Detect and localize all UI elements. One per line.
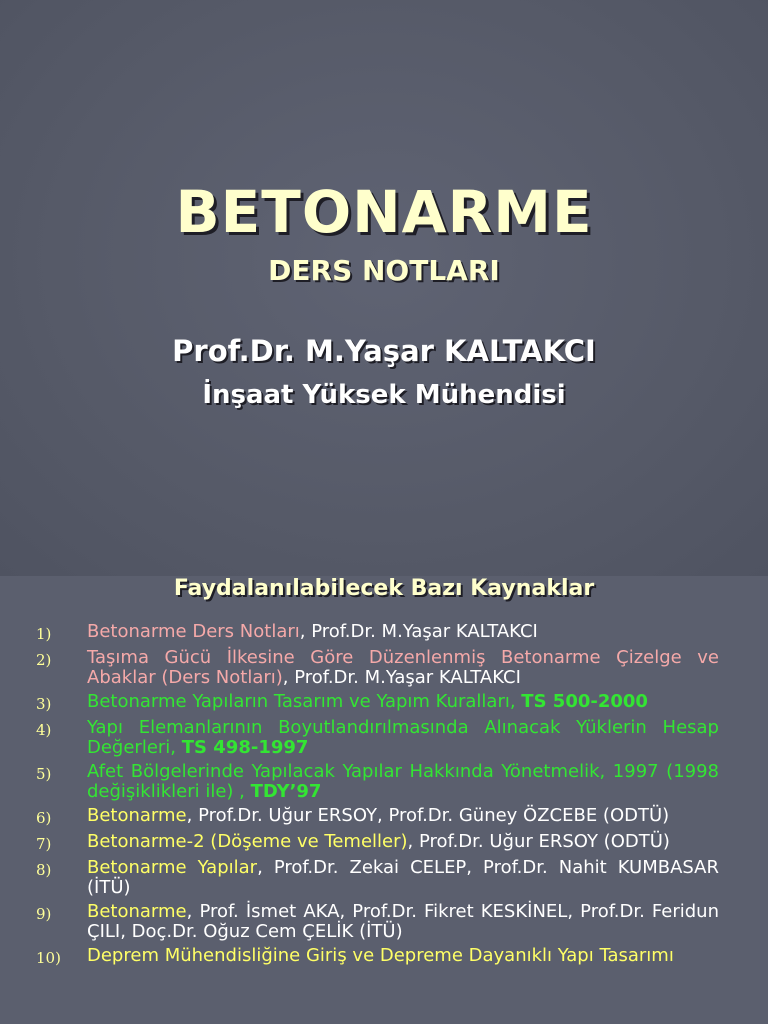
reference-item xyxy=(0,648,768,688)
references-heading: Faydalanılabilecek Bazı Kaynaklar xyxy=(173,576,595,601)
reference-number: 7) xyxy=(36,835,52,853)
reference-text-part: , Prof.Dr. M.Yaşar KALTAKCI xyxy=(282,667,521,688)
reference-number: 2) xyxy=(36,651,52,669)
reference-number: 5) xyxy=(36,765,52,783)
reference-item xyxy=(0,762,768,802)
reference-text-part: Betonarme xyxy=(87,805,187,826)
reference-text-part: Betonarme-2 (Döşeme ve Temeller) xyxy=(87,831,408,852)
reference-item xyxy=(0,858,768,898)
reference-text-part: Betonarme Yapıların Tasarım ve Yapım Kuralları, xyxy=(87,691,522,712)
author-name: Prof.Dr. M.Yaşar KALTAKCI xyxy=(172,334,596,368)
reference-text-part: Taşıma Gücü İlkesine Göre Düzenlenmiş Betonarme Çizelge ve Abaklar (Ders Notları) xyxy=(87,647,719,688)
reference-text xyxy=(87,946,719,968)
reference-number: 8) xyxy=(36,861,52,879)
reference-text xyxy=(87,806,719,828)
reference-item xyxy=(0,832,768,854)
reference-text-part: Betonarme Ders Notları xyxy=(87,621,300,642)
slide-subtitle: DERS NOTLARI xyxy=(268,254,500,287)
reference-text-part: Deprem Mühendisliğine Giriş ve Depreme Dayanıklı Yapı Tasarımı xyxy=(87,945,674,966)
reference-text xyxy=(87,648,719,688)
reference-text-part: TDY’97 xyxy=(250,781,322,802)
author-profession: İnşaat Yüksek Mühendisi xyxy=(202,380,566,410)
reference-text xyxy=(87,832,719,854)
reference-text xyxy=(87,858,719,898)
reference-text xyxy=(87,622,719,644)
references-list xyxy=(0,622,768,972)
reference-text xyxy=(87,762,719,802)
reference-item xyxy=(0,718,768,758)
reference-text-part: Betonarme Yapılar xyxy=(87,857,258,878)
reference-number: 6) xyxy=(36,809,52,827)
reference-number: 10) xyxy=(36,949,61,967)
reference-text xyxy=(87,692,719,714)
reference-text-part: , Prof.Dr. Uğur ERSOY, Prof.Dr. Güney ÖZCEBE (ODTÜ) xyxy=(186,805,670,826)
reference-item xyxy=(0,806,768,828)
reference-text-part: TS 500-2000 xyxy=(521,691,648,712)
reference-item xyxy=(0,902,768,942)
reference-number: 3) xyxy=(36,695,52,713)
reference-item xyxy=(0,946,768,968)
reference-item xyxy=(0,692,768,714)
reference-text-part: , Prof. İsmet AKA, Prof.Dr. Fikret KESKİNEL, Prof.Dr. Feridun ÇILI, Doç.Dr. Oğuz Cem ÇELİK (İTÜ) xyxy=(87,901,719,942)
slide-title: BETONARME xyxy=(175,178,593,246)
reference-text-part: Afet Bölgelerinde Yapılacak Yapılar Hakkında Yönetmelik, 1997 (1998 değişiklikleri ile) , xyxy=(87,761,719,802)
reference-text-part: Yapı Elemanlarının Boyutlandırılmasında Alınacak Yüklerin Hesap Değerleri, xyxy=(87,717,719,758)
reference-text xyxy=(87,718,719,758)
reference-text-part: , Prof.Dr. Uğur ERSOY (ODTÜ) xyxy=(407,831,670,852)
reference-text-part: , Prof.Dr. M.Yaşar KALTAKCI xyxy=(299,621,538,642)
reference-text-part: TS 498-1997 xyxy=(181,737,309,758)
reference-text-part: , Prof.Dr. Zekai CELEP, Prof.Dr. Nahit KUMBASAR (İTÜ) xyxy=(87,857,719,898)
reference-text-part: Betonarme xyxy=(87,901,187,922)
reference-number: 1) xyxy=(36,625,52,643)
reference-number: 4) xyxy=(36,721,52,739)
reference-number: 9) xyxy=(36,905,52,923)
reference-item xyxy=(0,622,768,644)
reference-text xyxy=(87,902,719,942)
